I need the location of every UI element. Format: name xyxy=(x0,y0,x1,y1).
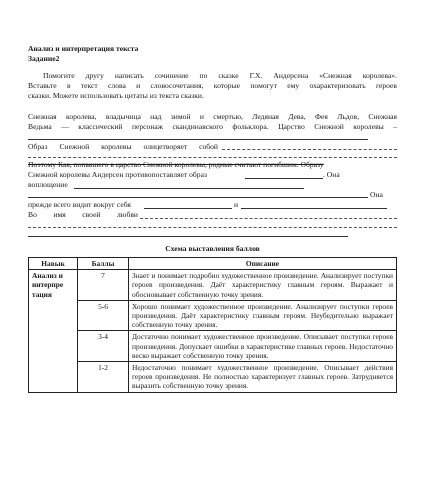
essay-line-5a: Снежной королевы Андерсен противопоставляет образ xyxy=(28,170,207,179)
task-number: Задание2 xyxy=(28,54,60,63)
table-row xyxy=(29,362,397,393)
essay-line-6: воплощение xyxy=(28,180,68,189)
score-cell: 5-6 xyxy=(78,300,129,331)
instruction-line-2: Вставьте в текст слова и словосочетания, которые помогут ему охарактеризовать героев xyxy=(28,81,397,90)
header-score: Баллы xyxy=(78,258,129,270)
blank-line xyxy=(74,188,304,189)
skill-cell: Анализ и интерпре тация xyxy=(29,270,78,392)
blank-line xyxy=(222,149,397,150)
essay-line-4: Поэтому Кая, попавшего в царство Снежной королевы, родные считают погибшим. Образу xyxy=(28,160,324,169)
essay-line-1: Снежная королева, владычица над зимой и смертью, Ледяная Дева, Фея Льдов, Снежная xyxy=(28,112,397,121)
blank-line xyxy=(245,178,323,179)
blank-line xyxy=(140,218,397,219)
essay-line-8b: и xyxy=(234,200,239,209)
essay-line-2: Ведьма — классический персонаж скандинавского фольклора. Царство Снежной королевы – xyxy=(28,122,397,131)
score-cell: 7 xyxy=(78,270,129,301)
description-cell: Знает и понимает подробно художественное произведение. Анализирует поступки героев произведения. Даёт характеристику главным героям. Выражает и обосновывает собственную точку зрения. xyxy=(129,270,397,301)
essay-line-9: Во имя своей любви xyxy=(28,210,138,219)
table-row xyxy=(29,300,397,331)
essay-line-7: Она xyxy=(370,190,383,199)
blank-line xyxy=(241,208,387,209)
header-description: Описание xyxy=(129,258,397,270)
section-title: Анализ и интерпретация текста xyxy=(28,44,139,53)
blank-line xyxy=(28,139,368,140)
score-cell: 1-2 xyxy=(78,362,129,393)
instruction-line-1: Помогите другу написать сочинение по сказке Г.Х. Андерсена «Снежная королева». xyxy=(43,71,397,80)
score-cell: 3-4 xyxy=(78,331,129,362)
header-skill: Навык xyxy=(29,258,78,270)
grading-table xyxy=(28,257,397,393)
blank-line xyxy=(28,197,368,198)
description-cell: Хорошо понимает художественное произведение. Анализирует поступки героев произведения. Даёт характеристику главным героям. Неубедительно выражает собственную точку зрения. xyxy=(129,300,397,331)
essay-line-5b: . Она xyxy=(323,170,340,179)
description-cell: Достаточно понимает художественное произведение. Описывает поступки героев произведения. Допускает ошибки в характеристике главных героев. Недостаточно веско выражает собственную точку зрения. xyxy=(129,331,397,362)
essay-line-3: Образ Снежной королевы олицетворяет собой xyxy=(28,142,218,151)
blank-line xyxy=(28,236,348,237)
blank-line xyxy=(28,157,397,158)
table-caption: Схема выставления баллов xyxy=(165,244,260,253)
table-header-row xyxy=(29,258,397,270)
table-row xyxy=(29,331,397,362)
blank-line xyxy=(28,227,397,228)
blank-line xyxy=(144,208,232,209)
essay-line-8a: прежде всего видит вокруг себя xyxy=(28,200,131,209)
description-cell: Недостаточно понимает художественное произведение. Описывает действия героев произведения. Не полностью характеризует главных героев. Затрудняется выразить собственную точку зрения. xyxy=(129,362,397,393)
instruction-line-3: сказки. Можете использовать цитаты из текста сказки. xyxy=(28,91,204,100)
table-row xyxy=(29,270,397,301)
